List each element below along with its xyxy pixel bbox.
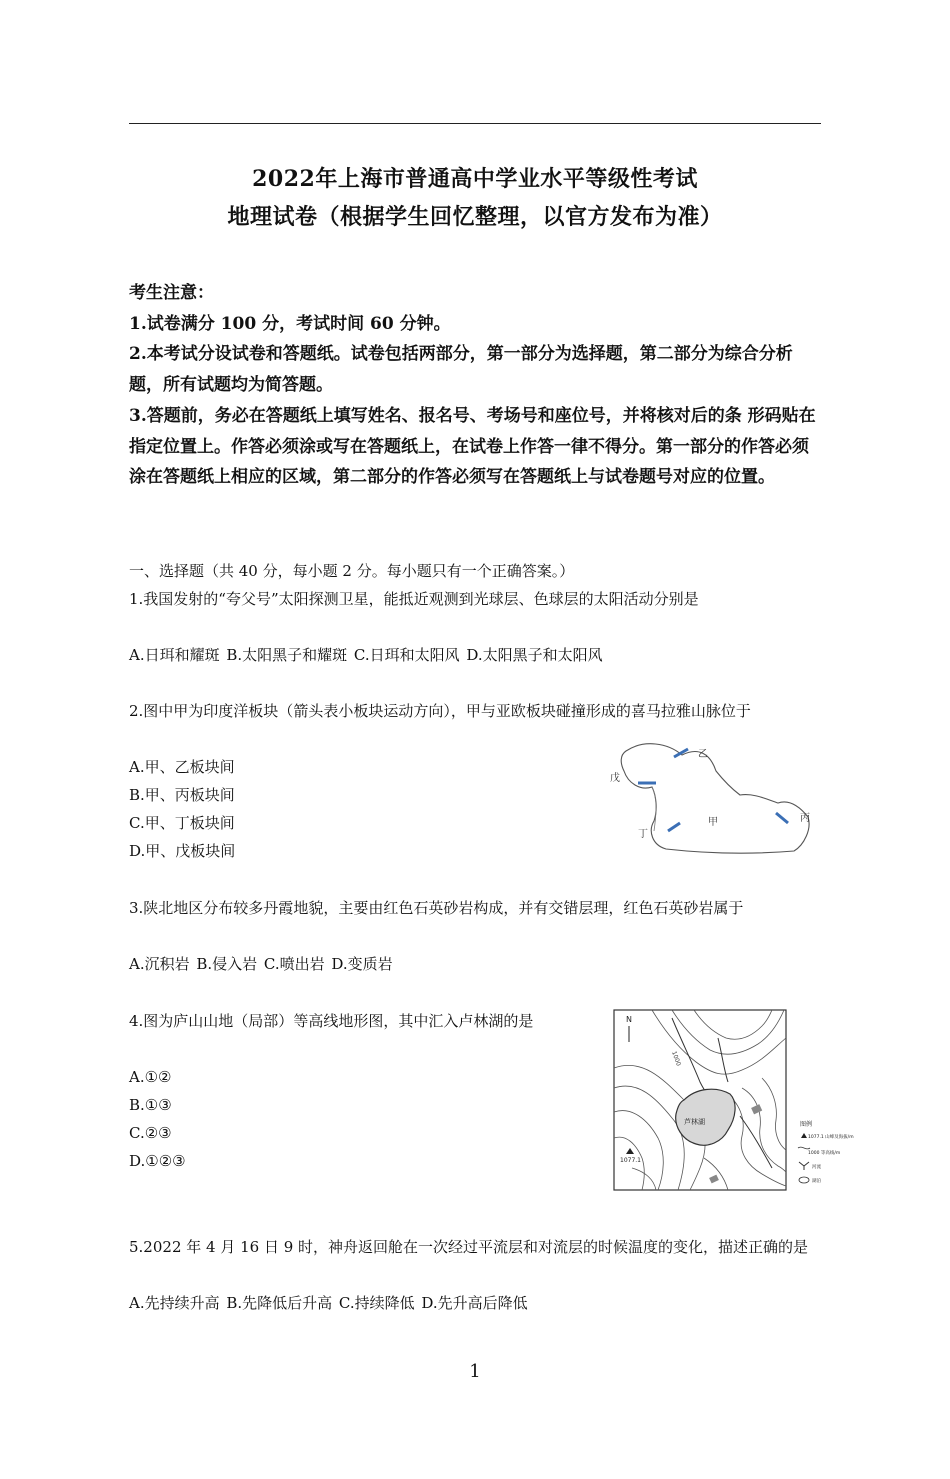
- lake-label: 芦林湖: [684, 1118, 705, 1126]
- page-subtitle: 地理试卷（根据学生回忆整理，以官方发布为准）: [227, 204, 723, 230]
- question-4-stem: 4.图为庐山山地（局部）等高线地形图，其中汇入卢林湖的是: [129, 1012, 534, 1030]
- legend-lake-text: 湖泊: [812, 1179, 821, 1184]
- legend-river-text: 河流: [812, 1165, 821, 1170]
- notice-item-1: 1.试卷满分 100 分，考试时间 60 分钟。: [129, 314, 451, 334]
- notice-item-3: 3.答题前，务必在答题纸上填写姓名、报名号、考场号和座位号，并将核对后的条 形码贴在指定位置上。作答必须涂或写在答题纸上，在试卷上作答一律不得分。第一部分的作答必须涂在答题纸上相应的区域，第二部分的作答必须写在答题纸上与试卷题号对应的位置。: [129, 406, 816, 487]
- question-4-option-b: B.①③: [129, 1096, 172, 1114]
- section-heading: 一、选择题（共 40 分，每小题 2 分。每小题只有一个正确答案。）: [129, 562, 575, 580]
- question-2-option-a: A.甲、乙板块间: [129, 758, 235, 776]
- arrow-bing: [776, 813, 788, 823]
- question-1-stem: 1.我国发射的“夸父号”太阳探测卫星，能抵近观测到光球层、色球层的太阳活动分别是: [129, 590, 699, 608]
- legend-title: 图例: [800, 1121, 813, 1128]
- legend-contour-icon: [798, 1147, 810, 1149]
- legend-peak-icon: [801, 1133, 807, 1138]
- question-5-stem: 5.2022 年 4 月 16 日 9 时，神舟返回舱在一次经过平流层和对流层的时候温度的变化，描述正确的是: [129, 1238, 809, 1256]
- question-4-option-a: A.①②: [129, 1068, 172, 1086]
- question-2-option-c: C.甲、丁板块间: [129, 814, 235, 832]
- arrow-ding: [668, 823, 680, 831]
- plate-map-figure: [606, 737, 824, 855]
- lushan-contour-map-figure: [612, 1008, 854, 1193]
- label-ding: 丁: [638, 829, 648, 840]
- page-number: 1: [469, 1361, 481, 1382]
- label-wu: 戊: [610, 773, 620, 784]
- question-3-stem: 3.陕北地区分布较多丹霞地貌，主要由红色石英砂岩构成，并有交错层理，红色石英砂岩属于: [129, 899, 744, 917]
- page-title: 2022年上海市普通高中学业水平等级性考试: [252, 166, 698, 192]
- question-2-option-d: D.甲、戊板块间: [129, 842, 236, 860]
- legend-river-icon: [799, 1162, 809, 1170]
- top-rule: [129, 123, 821, 124]
- legend-peak-text: 1077.1 山峰及海拔/m: [808, 1135, 854, 1140]
- notice-item-2: 2.本考试分设试卷和答题纸。试卷包括两部分，第一部分为选择题，第二部分为综合分析题，所有试题均为简答题。: [129, 344, 793, 395]
- peak-value: 1077.1: [620, 1157, 641, 1164]
- north-label: N: [626, 1015, 632, 1024]
- question-3-options: A.沉积岩 B.侵入岩 C.喷出岩 D.变质岩: [129, 955, 393, 973]
- question-2-stem: 2.图中甲为印度洋板块（箭头表小板块运动方向），甲与亚欧板块碰撞形成的喜马拉雅山脉位于: [129, 702, 751, 720]
- question-5-options: A.先持续升高 B.先降低后升高 C.持续降低 D.先升高后降低: [129, 1294, 528, 1312]
- label-yi: 乙: [698, 749, 708, 760]
- plate-outline: [621, 744, 809, 853]
- question-1-options: A.日珥和耀斑 B.太阳黑子和耀斑 C.日珥和太阳风 D.太阳黑子和太阳风: [129, 646, 603, 664]
- legend-lake-icon: [799, 1177, 809, 1183]
- question-4-option-c: C.②③: [129, 1124, 172, 1142]
- label-bing: 丙: [800, 813, 810, 824]
- legend-contour-text: 1000 等高线/m: [808, 1151, 841, 1156]
- label-jia: 甲: [708, 817, 718, 828]
- notice-heading: 考生注意：: [129, 283, 214, 303]
- question-2-option-b: B.甲、丙板块间: [129, 786, 235, 804]
- contour-value: 1000: [670, 1050, 682, 1068]
- question-4-option-d: D.①②③: [129, 1152, 186, 1170]
